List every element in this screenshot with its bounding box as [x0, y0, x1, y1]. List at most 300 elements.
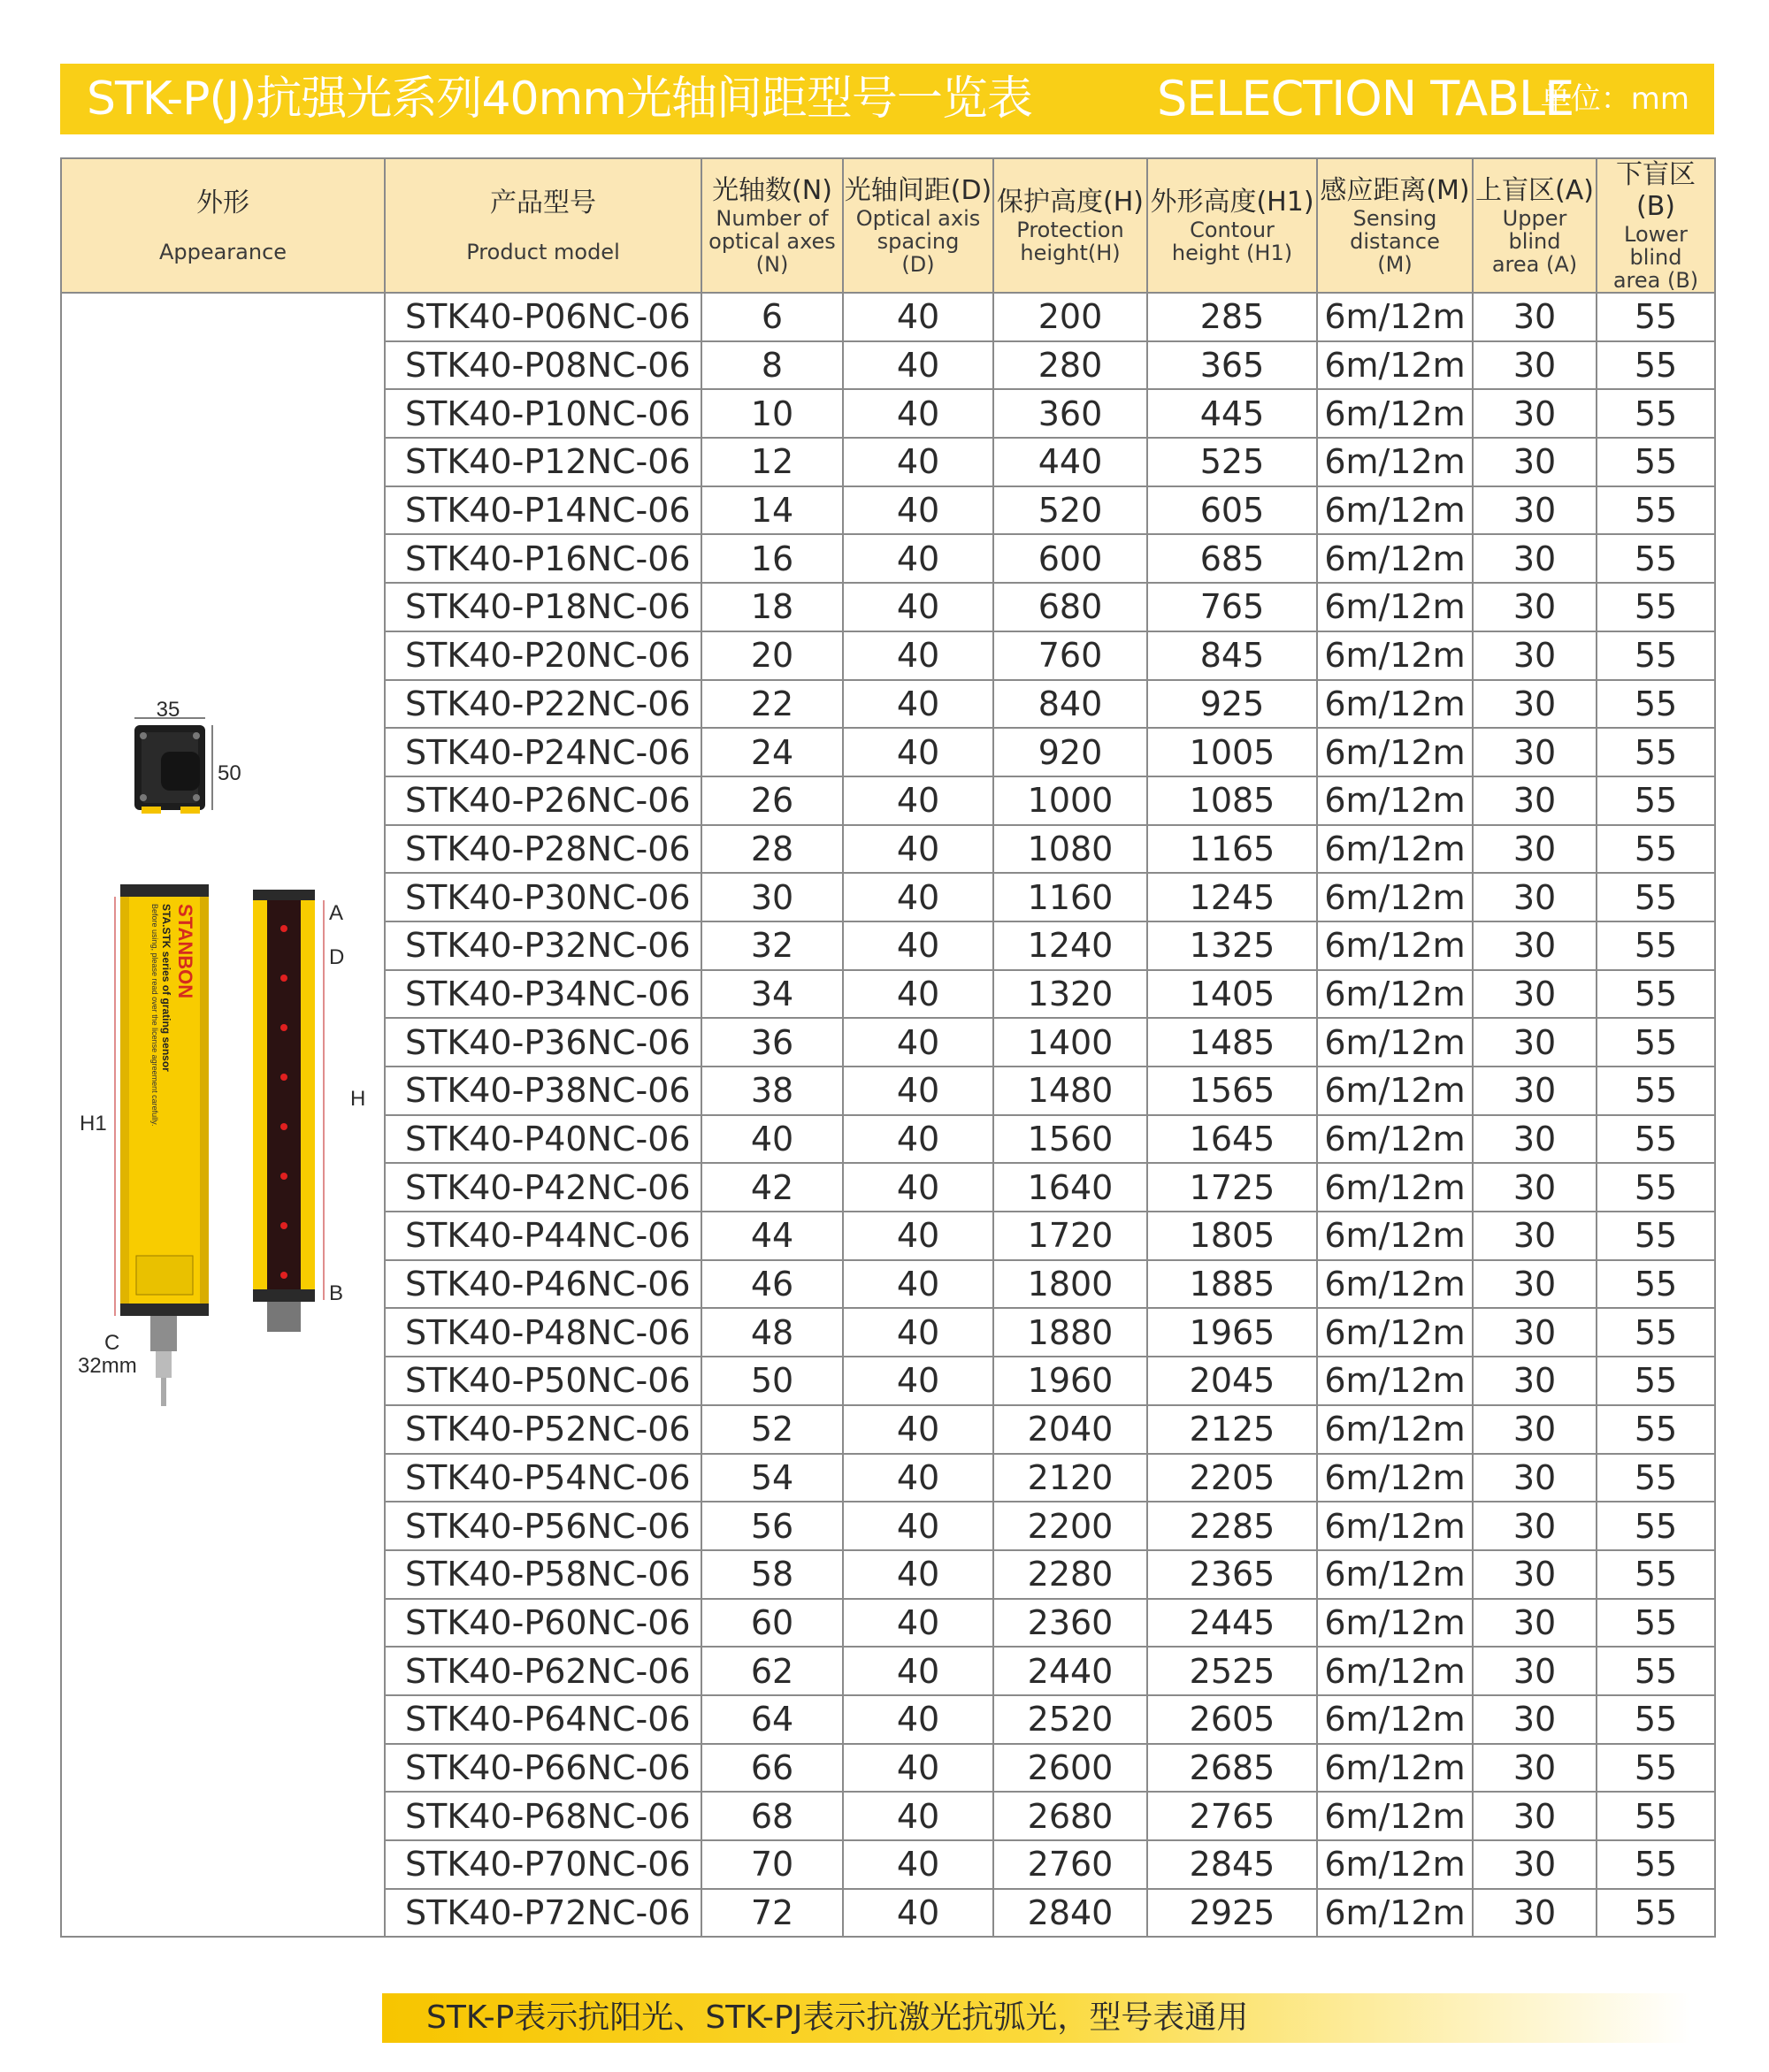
lower-blind-cell: 55 [1597, 1115, 1715, 1164]
upper-blind-cell: 30 [1473, 389, 1597, 438]
sensor-front-view [78, 884, 209, 1406]
lower-blind-cell: 55 [1597, 293, 1715, 341]
upper-blind-cell: 30 [1473, 1695, 1597, 1744]
sensing-distance-cell: 6m/12m [1317, 776, 1473, 825]
lower-blind-cell: 55 [1597, 1308, 1715, 1357]
protection-height-cell: 1160 [993, 873, 1147, 921]
spacing-cell: 40 [843, 873, 993, 921]
sensing-distance-cell: 6m/12m [1317, 389, 1473, 438]
protection-height-cell: 2680 [993, 1792, 1147, 1840]
contour-height-cell: 1645 [1147, 1115, 1317, 1164]
footer-note [382, 1993, 1691, 2043]
product-illustration [71, 699, 389, 1441]
sensing-distance-cell: 6m/12m [1317, 1115, 1473, 1164]
axes-cell: 42 [701, 1163, 843, 1212]
header-optical-axes: 光轴数(N) Number of optical axes (N) [701, 158, 843, 293]
model-cell: STK40-P58NC-06 [385, 1550, 701, 1599]
sensing-distance-cell: 6m/12m [1317, 1163, 1473, 1212]
upper-blind-cell: 30 [1473, 1744, 1597, 1793]
lower-blind-cell: 55 [1597, 438, 1715, 486]
spacing-cell: 40 [843, 1163, 993, 1212]
contour-height-cell: 1885 [1147, 1260, 1317, 1309]
spacing-cell: 40 [843, 776, 993, 825]
lower-blind-cell: 55 [1597, 1357, 1715, 1405]
spacing-cell: 40 [843, 1647, 993, 1695]
model-cell: STK40-P32NC-06 [385, 921, 701, 970]
spacing-cell: 40 [843, 1018, 993, 1067]
protection-height-cell: 600 [993, 534, 1147, 583]
upper-blind-cell: 30 [1473, 583, 1597, 631]
header-sensing-distance: 感应距离(M) Sensing distance (M) [1317, 158, 1473, 293]
protection-height-cell: 920 [993, 728, 1147, 776]
contour-height-cell: 2445 [1147, 1599, 1317, 1648]
lower-blind-cell: 55 [1597, 921, 1715, 970]
protection-height-cell: 360 [993, 389, 1147, 438]
protection-height-cell: 2360 [993, 1599, 1147, 1648]
model-cell: STK40-P60NC-06 [385, 1599, 701, 1648]
model-cell: STK40-P70NC-06 [385, 1840, 701, 1889]
lower-blind-cell: 55 [1597, 1502, 1715, 1550]
protection-height-cell: 2600 [993, 1744, 1147, 1793]
contour-height-cell: 1085 [1147, 776, 1317, 825]
axes-cell: 50 [701, 1357, 843, 1405]
spacing-cell: 40 [843, 825, 993, 874]
axes-cell: 24 [701, 728, 843, 776]
spacing-cell: 40 [843, 534, 993, 583]
spacing-cell: 40 [843, 1889, 993, 1938]
contour-height-cell: 765 [1147, 583, 1317, 631]
upper-blind-cell: 30 [1473, 1212, 1597, 1260]
axes-cell: 20 [701, 631, 843, 680]
upper-blind-cell: 30 [1473, 293, 1597, 341]
axes-cell: 40 [701, 1115, 843, 1164]
sensing-distance-cell: 6m/12m [1317, 1454, 1473, 1502]
spacing-cell: 40 [843, 1792, 993, 1840]
contour-height-cell: 2205 [1147, 1454, 1317, 1502]
upper-blind-cell: 30 [1473, 1792, 1597, 1840]
sensing-distance-cell: 6m/12m [1317, 1357, 1473, 1405]
sensing-distance-cell: 6m/12m [1317, 921, 1473, 970]
upper-blind-cell: 30 [1473, 1260, 1597, 1309]
spacing-cell: 40 [843, 389, 993, 438]
lower-blind-cell: 55 [1597, 728, 1715, 776]
unit-label: 单位：mm [1540, 81, 1689, 117]
model-cell: STK40-P08NC-06 [385, 341, 701, 390]
upper-blind-cell: 30 [1473, 1502, 1597, 1550]
axes-cell: 56 [701, 1502, 843, 1550]
axes-cell: 66 [701, 1744, 843, 1793]
series-label: STA.STK series of grating sensor [160, 904, 172, 1072]
axes-cell: 32 [701, 921, 843, 970]
sensing-distance-cell: 6m/12m [1317, 341, 1473, 390]
protection-height-cell: 680 [993, 583, 1147, 631]
axes-cell: 10 [701, 389, 843, 438]
contour-height-cell: 1965 [1147, 1308, 1317, 1357]
lower-blind-cell: 55 [1597, 1647, 1715, 1695]
spacing-cell: 40 [843, 1260, 993, 1309]
axes-cell: 68 [701, 1792, 843, 1840]
spacing-cell: 40 [843, 293, 993, 341]
sensing-distance-cell: 6m/12m [1317, 873, 1473, 921]
model-cell: STK40-P14NC-06 [385, 486, 701, 535]
model-cell: STK40-P56NC-06 [385, 1502, 701, 1550]
protection-height-cell: 520 [993, 486, 1147, 535]
model-cell: STK40-P24NC-06 [385, 728, 701, 776]
upper-blind-cell: 30 [1473, 486, 1597, 535]
sensing-distance-cell: 6m/12m [1317, 1647, 1473, 1695]
lower-blind-cell: 55 [1597, 1695, 1715, 1744]
spacing-cell: 40 [843, 1308, 993, 1357]
contour-height-cell: 685 [1147, 534, 1317, 583]
contour-height-cell: 2845 [1147, 1840, 1317, 1889]
sensing-distance-cell: 6m/12m [1317, 1889, 1473, 1938]
model-cell: STK40-P68NC-06 [385, 1792, 701, 1840]
model-cell: STK40-P64NC-06 [385, 1695, 701, 1744]
lower-blind-cell: 55 [1597, 341, 1715, 390]
axes-cell: 36 [701, 1018, 843, 1067]
axes-cell: 62 [701, 1647, 843, 1695]
header-lower-blind-area: 下盲区(B) Lower blind area (B) [1597, 158, 1715, 293]
spacing-cell: 40 [843, 1212, 993, 1260]
upper-blind-cell: 30 [1473, 921, 1597, 970]
lower-blind-cell: 55 [1597, 1405, 1715, 1454]
spacing-cell: 40 [843, 1115, 993, 1164]
lower-blind-cell: 55 [1597, 1550, 1715, 1599]
dim-c-value: 32mm [78, 1354, 137, 1378]
contour-height-cell: 605 [1147, 486, 1317, 535]
protection-height-cell: 2040 [993, 1405, 1147, 1454]
lower-blind-cell: 55 [1597, 680, 1715, 729]
protection-height-cell: 2520 [993, 1695, 1147, 1744]
axes-cell: 22 [701, 680, 843, 729]
upper-blind-cell: 30 [1473, 970, 1597, 1019]
model-cell: STK40-P20NC-06 [385, 631, 701, 680]
protection-height-cell: 2440 [993, 1647, 1147, 1695]
lower-blind-cell: 55 [1597, 776, 1715, 825]
dim-h1-label: H1 [80, 1112, 107, 1135]
contour-height-cell: 1725 [1147, 1163, 1317, 1212]
protection-height-cell: 2840 [993, 1889, 1147, 1938]
model-cell: STK40-P42NC-06 [385, 1163, 701, 1212]
lower-blind-cell: 55 [1597, 1067, 1715, 1115]
upper-blind-cell: 30 [1473, 825, 1597, 874]
axes-cell: 64 [701, 1695, 843, 1744]
axes-cell: 44 [701, 1212, 843, 1260]
lower-blind-cell: 55 [1597, 825, 1715, 874]
lower-blind-cell: 55 [1597, 486, 1715, 535]
contour-height-cell: 445 [1147, 389, 1317, 438]
header-axis-spacing: 光轴间距(D) Optical axis spacing (D) [843, 158, 993, 293]
protection-height-cell: 1640 [993, 1163, 1147, 1212]
contour-height-cell: 2925 [1147, 1889, 1317, 1938]
protection-height-cell: 200 [993, 293, 1147, 341]
protection-height-cell: 2120 [993, 1454, 1147, 1502]
upper-blind-cell: 30 [1473, 1357, 1597, 1405]
protection-height-cell: 2200 [993, 1502, 1147, 1550]
contour-height-cell: 2125 [1147, 1405, 1317, 1454]
spacing-cell: 40 [843, 1840, 993, 1889]
contour-height-cell: 1405 [1147, 970, 1317, 1019]
lower-blind-cell: 55 [1597, 1840, 1715, 1889]
protection-height-cell: 2760 [993, 1840, 1147, 1889]
page-title: STK-P(J)抗强光系列40mm光轴间距型号一览表 [87, 73, 1032, 126]
model-cell: STK40-P26NC-06 [385, 776, 701, 825]
header-product-model: 产品型号 Product model [385, 158, 701, 293]
protection-height-cell: 760 [993, 631, 1147, 680]
lower-blind-cell: 55 [1597, 1744, 1715, 1793]
sensing-distance-cell: 6m/12m [1317, 438, 1473, 486]
footer-note-text: STK-P表示抗阳光、STK-PJ表示抗激光抗弧光，型号表通用 [426, 1999, 1249, 2036]
protection-height-cell: 440 [993, 438, 1147, 486]
sensing-distance-cell: 6m/12m [1317, 1744, 1473, 1793]
lower-blind-cell: 55 [1597, 1212, 1715, 1260]
model-cell: STK40-P12NC-06 [385, 438, 701, 486]
model-cell: STK40-P52NC-06 [385, 1405, 701, 1454]
sensing-distance-cell: 6m/12m [1317, 1502, 1473, 1550]
axes-cell: 58 [701, 1550, 843, 1599]
model-cell: STK40-P62NC-06 [385, 1647, 701, 1695]
sensing-distance-cell: 6m/12m [1317, 1550, 1473, 1599]
lower-blind-cell: 55 [1597, 1454, 1715, 1502]
header-upper-blind-area: 上盲区(A) Upper blind area (A) [1473, 158, 1597, 293]
upper-blind-cell: 30 [1473, 1115, 1597, 1164]
upper-blind-cell: 30 [1473, 680, 1597, 729]
lower-blind-cell: 55 [1597, 873, 1715, 921]
axes-cell: 28 [701, 825, 843, 874]
contour-height-cell: 1805 [1147, 1212, 1317, 1260]
upper-blind-cell: 30 [1473, 1599, 1597, 1648]
contour-height-cell: 2045 [1147, 1357, 1317, 1405]
dim-d-label: D [329, 945, 345, 969]
spacing-cell: 40 [843, 1550, 993, 1599]
sensing-distance-cell: 6m/12m [1317, 1212, 1473, 1260]
axes-cell: 54 [701, 1454, 843, 1502]
axes-cell: 48 [701, 1308, 843, 1357]
contour-height-cell: 2605 [1147, 1695, 1317, 1744]
axes-cell: 14 [701, 486, 843, 535]
model-cell: STK40-P06NC-06 [385, 293, 701, 341]
model-cell: STK40-P34NC-06 [385, 970, 701, 1019]
contour-height-cell: 925 [1147, 680, 1317, 729]
protection-height-cell: 1480 [993, 1067, 1147, 1115]
upper-blind-cell: 30 [1473, 1405, 1597, 1454]
contour-height-cell: 1485 [1147, 1018, 1317, 1067]
sensing-distance-cell: 6m/12m [1317, 1018, 1473, 1067]
sensing-distance-cell: 6m/12m [1317, 486, 1473, 535]
sensing-distance-cell: 6m/12m [1317, 534, 1473, 583]
spacing-cell: 40 [843, 970, 993, 1019]
model-cell: STK40-P48NC-06 [385, 1308, 701, 1357]
sensing-distance-cell: 6m/12m [1317, 825, 1473, 874]
lower-blind-cell: 55 [1597, 1792, 1715, 1840]
dim-h-label: H [350, 1087, 366, 1111]
sensing-distance-cell: 6m/12m [1317, 1792, 1473, 1840]
upper-blind-cell: 30 [1473, 341, 1597, 390]
protection-height-cell: 1240 [993, 921, 1147, 970]
protection-height-cell: 1080 [993, 825, 1147, 874]
contour-height-cell: 2365 [1147, 1550, 1317, 1599]
spacing-cell: 40 [843, 1599, 993, 1648]
upper-blind-cell: 30 [1473, 438, 1597, 486]
model-cell: STK40-P28NC-06 [385, 825, 701, 874]
upper-blind-cell: 30 [1473, 1308, 1597, 1357]
upper-blind-cell: 30 [1473, 1647, 1597, 1695]
protection-height-cell: 1960 [993, 1357, 1147, 1405]
upper-blind-cell: 30 [1473, 1889, 1597, 1938]
model-cell: STK40-P54NC-06 [385, 1454, 701, 1502]
protection-height-cell: 1800 [993, 1260, 1147, 1309]
spacing-cell: 40 [843, 631, 993, 680]
sensing-distance-cell: 6m/12m [1317, 1260, 1473, 1309]
dim-width-label: 35 [156, 699, 180, 722]
contour-height-cell: 2525 [1147, 1647, 1317, 1695]
contour-height-cell: 1245 [1147, 873, 1317, 921]
axes-cell: 34 [701, 970, 843, 1019]
upper-blind-cell: 30 [1473, 1163, 1597, 1212]
spacing-cell: 40 [843, 438, 993, 486]
spacing-cell: 40 [843, 1405, 993, 1454]
sensing-distance-cell: 6m/12m [1317, 1599, 1473, 1648]
sensing-distance-cell: 6m/12m [1317, 1405, 1473, 1454]
axes-cell: 26 [701, 776, 843, 825]
model-cell: STK40-P10NC-06 [385, 389, 701, 438]
sensing-distance-cell: 6m/12m [1317, 631, 1473, 680]
contour-height-cell: 1325 [1147, 921, 1317, 970]
header-contour-height: 外形高度(H1) Contour height (H1) [1147, 158, 1317, 293]
spacing-cell: 40 [843, 1454, 993, 1502]
contour-height-cell: 2685 [1147, 1744, 1317, 1793]
sensing-distance-cell: 6m/12m [1317, 1840, 1473, 1889]
model-cell: STK40-P50NC-06 [385, 1357, 701, 1405]
spacing-cell: 40 [843, 921, 993, 970]
lower-blind-cell: 55 [1597, 631, 1715, 680]
contour-height-cell: 1005 [1147, 728, 1317, 776]
spacing-cell: 40 [843, 486, 993, 535]
dim-depth-label: 50 [218, 761, 241, 785]
contour-height-cell: 365 [1147, 341, 1317, 390]
table-header-row [61, 158, 1715, 293]
model-cell: STK40-P18NC-06 [385, 583, 701, 631]
model-cell: STK40-P16NC-06 [385, 534, 701, 583]
model-cell: STK40-P66NC-06 [385, 1744, 701, 1793]
spacing-cell: 40 [843, 1357, 993, 1405]
title-banner [60, 64, 1714, 134]
protection-height-cell: 1320 [993, 970, 1147, 1019]
contour-height-cell: 1565 [1147, 1067, 1317, 1115]
end-cap-top-view [134, 699, 241, 814]
spacing-cell: 40 [843, 1695, 993, 1744]
header-appearance: 外形 Appearance [61, 158, 385, 293]
lower-blind-cell: 55 [1597, 1599, 1715, 1648]
axes-cell: 52 [701, 1405, 843, 1454]
dim-a-label: A [329, 901, 344, 925]
warning-label: Before using, please read over the license agreement carefully. [150, 904, 159, 1127]
axes-cell: 70 [701, 1840, 843, 1889]
spacing-cell: 40 [843, 1502, 993, 1550]
upper-blind-cell: 30 [1473, 873, 1597, 921]
model-cell: STK40-P46NC-06 [385, 1260, 701, 1309]
model-cell: STK40-P36NC-06 [385, 1018, 701, 1067]
lower-blind-cell: 55 [1597, 583, 1715, 631]
table-row [61, 293, 1715, 341]
contour-height-cell: 1165 [1147, 825, 1317, 874]
protection-height-cell: 1560 [993, 1115, 1147, 1164]
sensing-distance-cell: 6m/12m [1317, 970, 1473, 1019]
protection-height-cell: 1720 [993, 1212, 1147, 1260]
sensing-distance-cell: 6m/12m [1317, 583, 1473, 631]
upper-blind-cell: 30 [1473, 631, 1597, 680]
sensing-distance-cell: 6m/12m [1317, 293, 1473, 341]
axes-cell: 16 [701, 534, 843, 583]
brand-label: STANBON [174, 904, 196, 999]
upper-blind-cell: 30 [1473, 1840, 1597, 1889]
axes-cell: 12 [701, 438, 843, 486]
page-title-en: SELECTION TABLE [1157, 71, 1574, 126]
axes-cell: 8 [701, 341, 843, 390]
lower-blind-cell: 55 [1597, 1260, 1715, 1309]
upper-blind-cell: 30 [1473, 1550, 1597, 1599]
dim-b-label: B [329, 1281, 344, 1305]
sensing-distance-cell: 6m/12m [1317, 680, 1473, 729]
sensing-distance-cell: 6m/12m [1317, 728, 1473, 776]
model-cell: STK40-P40NC-06 [385, 1115, 701, 1164]
axes-cell: 6 [701, 293, 843, 341]
lower-blind-cell: 55 [1597, 534, 1715, 583]
protection-height-cell: 1880 [993, 1308, 1147, 1357]
lower-blind-cell: 55 [1597, 1018, 1715, 1067]
protection-height-cell: 840 [993, 680, 1147, 729]
header-protection-height: 保护高度(H) Protection height(H) [993, 158, 1147, 293]
upper-blind-cell: 30 [1473, 1454, 1597, 1502]
axes-cell: 46 [701, 1260, 843, 1309]
axes-cell: 72 [701, 1889, 843, 1938]
spacing-cell: 40 [843, 583, 993, 631]
contour-height-cell: 285 [1147, 293, 1317, 341]
spacing-cell: 40 [843, 680, 993, 729]
lower-blind-cell: 55 [1597, 389, 1715, 438]
axes-cell: 18 [701, 583, 843, 631]
protection-height-cell: 1000 [993, 776, 1147, 825]
lower-blind-cell: 55 [1597, 970, 1715, 1019]
contour-height-cell: 2765 [1147, 1792, 1317, 1840]
axes-cell: 38 [701, 1067, 843, 1115]
sensing-distance-cell: 6m/12m [1317, 1067, 1473, 1115]
sensing-distance-cell: 6m/12m [1317, 1308, 1473, 1357]
upper-blind-cell: 30 [1473, 534, 1597, 583]
model-cell: STK40-P22NC-06 [385, 680, 701, 729]
upper-blind-cell: 30 [1473, 776, 1597, 825]
lower-blind-cell: 55 [1597, 1889, 1715, 1938]
model-cell: STK40-P38NC-06 [385, 1067, 701, 1115]
upper-blind-cell: 30 [1473, 1018, 1597, 1067]
contour-height-cell: 845 [1147, 631, 1317, 680]
protection-height-cell: 1400 [993, 1018, 1147, 1067]
protection-height-cell: 280 [993, 341, 1147, 390]
axes-cell: 30 [701, 873, 843, 921]
dim-c-label: C [104, 1331, 120, 1355]
spacing-cell: 40 [843, 1744, 993, 1793]
model-cell: STK40-P44NC-06 [385, 1212, 701, 1260]
contour-height-cell: 2285 [1147, 1502, 1317, 1550]
spacing-cell: 40 [843, 341, 993, 390]
axes-cell: 60 [701, 1599, 843, 1648]
contour-height-cell: 525 [1147, 438, 1317, 486]
model-cell: STK40-P72NC-06 [385, 1889, 701, 1938]
spacing-cell: 40 [843, 728, 993, 776]
upper-blind-cell: 30 [1473, 1067, 1597, 1115]
upper-blind-cell: 30 [1473, 728, 1597, 776]
sensor-side-view [253, 890, 365, 1332]
